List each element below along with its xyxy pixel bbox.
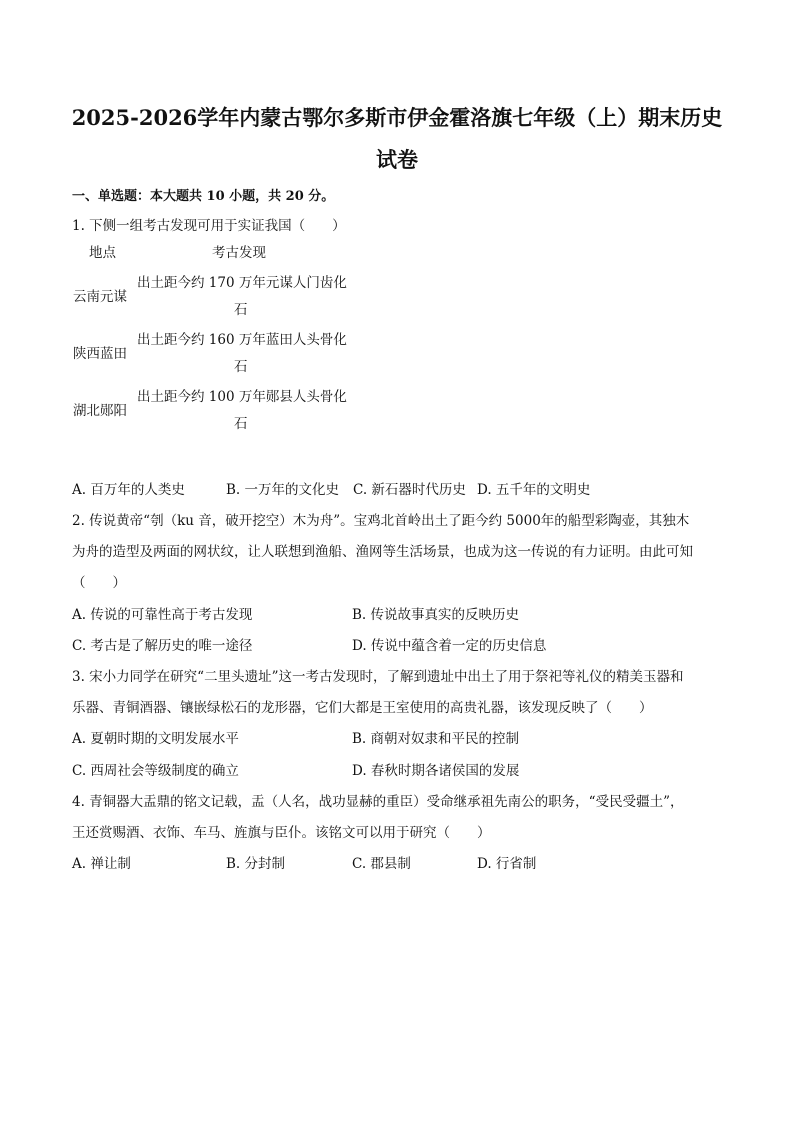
q2-option-d: D. 传说中蕴含着一定的历史信息 [352, 638, 547, 654]
q4-option-c: C. 郡县制 [352, 856, 411, 872]
q1-row2-find-cont: 石 [234, 359, 248, 375]
q2-option-c: C. 考古是了解历史的唯一途径 [72, 638, 253, 654]
q1-option-a: A. 百万年的人类史 [72, 482, 185, 498]
q4-option-a: A. 禅让制 [72, 856, 131, 872]
q4-stem-line2: 王还赏赐酒、衣饰、车马、旌旗与臣仆。该铭文可以用于研究（ ） [72, 825, 491, 841]
q3-stem-line1: 3. 宋小力同学在研究“二里头遗址”这一考古发现时，了解到遗址中出土了用于祭祀等礼仪的精美玉器和 [72, 669, 684, 685]
q2-stem-line2: 为舟的造型及两面的网状纹，让人联想到渔船、渔网等生活场景，也成为这一传说的有力证明。由此可知 [72, 544, 693, 560]
q4-option-b: B. 分封制 [226, 856, 286, 872]
q2-stem-line1: 2. 传说黄帝“刳（ku 音，破开挖空）木为舟”。宝鸡北首岭出土了距今约 5000年的船型彩陶壶，其独木 [72, 513, 690, 529]
q1-table-header-place: 地点 [89, 245, 116, 261]
section-heading: 一、单选题：本大题共 10 小题，共 20 分。 [72, 189, 335, 204]
q1-stem: 1. 下侧一组考古发现可用于实证我国（ ） [72, 218, 346, 234]
q1-row1-place: 云南元谋 [73, 289, 127, 305]
q4-option-d: D. 行省制 [477, 856, 537, 872]
q3-option-c: C. 西周社会等级制度的确立 [72, 763, 239, 779]
q1-table-header-find: 考古发现 [212, 245, 266, 261]
q4-stem-line1: 4. 青铜器大盂鼎的铭文记载，盂（人名，战功显赫的重臣）受命继承祖先南公的职务，“受民受疆土”， [72, 794, 684, 810]
exam-title-line1: 2025-2026学年内蒙古鄂尔多斯市伊金霍洛旗七年级（上）期末历史 [71, 105, 723, 130]
q1-row2-find: 出土距今约 160 万年蓝田人头骨化 [137, 332, 347, 348]
q2-option-b: B. 传说故事真实的反映历史 [352, 607, 520, 623]
q1-option-c: C. 新石器时代历史 [353, 482, 466, 498]
q3-stem-line2: 乐器、青铜酒器、镶嵌绿松石的龙形器，它们大都是王室使用的高贵礼器，该发现反映了（ ） [72, 700, 653, 716]
q2-option-a: A. 传说的可靠性高于考古发现 [72, 607, 253, 623]
q1-option-d: D. 五千年的文明史 [477, 482, 591, 498]
q1-row3-find: 出土距今约 100 万年郧县人头骨化 [137, 389, 347, 405]
q1-row2-place: 陕西蓝田 [73, 346, 127, 362]
q3-option-d: D. 春秋时期各诸侯国的发展 [352, 763, 520, 779]
q1-option-b: B. 一万年的文化史 [226, 482, 340, 498]
q1-row3-find-cont: 石 [234, 416, 248, 432]
exam-title-line2: 试卷 [376, 147, 418, 172]
q2-stem-line3: （ ） [72, 575, 126, 591]
q3-option-b: B. 商朝对奴隶和平民的控制 [352, 731, 520, 747]
q3-option-a: A. 夏朝时期的文明发展水平 [72, 731, 239, 747]
q1-row1-find-cont: 石 [234, 302, 248, 318]
q1-row3-place: 湖北郧阳 [73, 403, 127, 419]
q1-row1-find: 出土距今约 170 万年元谋人门齿化 [137, 275, 347, 291]
